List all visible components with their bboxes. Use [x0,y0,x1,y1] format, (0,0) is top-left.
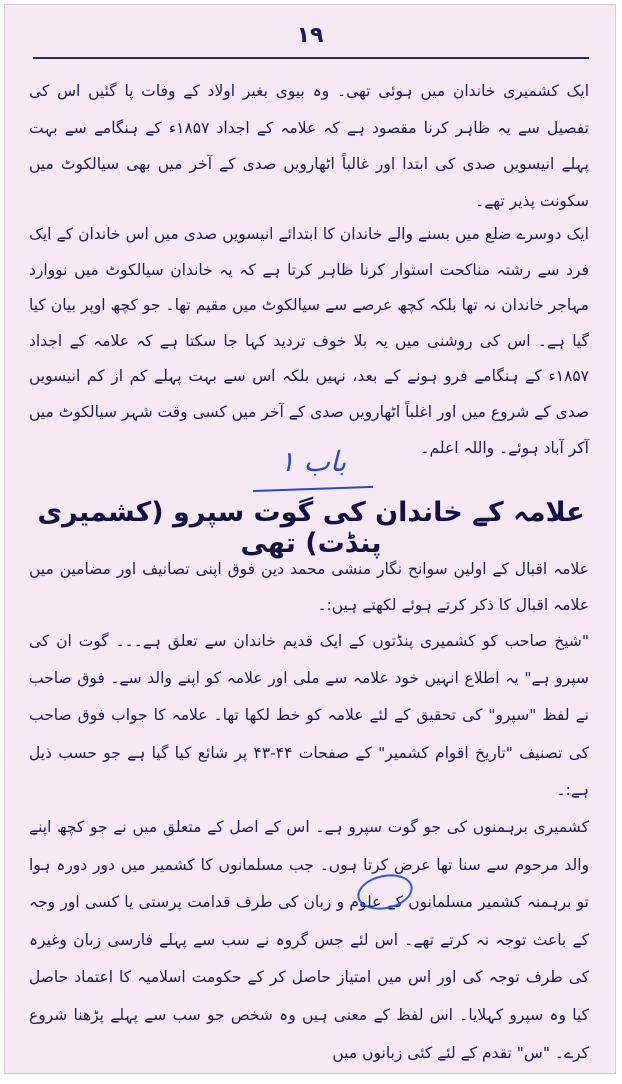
section-heading: علامہ کے خاندان کی گوت سپرو (کشمیری پنڈت) تھی [37,497,585,559]
scanned-book-page [4,4,616,1074]
paragraph-5-letter: کشمیری برہمنوں کی جو گوت سپرو ہے۔ اس کے اصل کے متعلق میں نے جو کچھ اپنے والد مرحوم سے سنا تھا عرض کرتا ہوں۔ جب مسلمانوں کا کشمیر میں دور دورہ ہوا تو برہمنہ کشمیر مسلمانوں کے علوم و زبان کی طرف قدامت پرستی یا کسی اور وجہ کے باعث توجہ نہ کرتے تھے۔ اس لئے جس گروہ نے سب سے پہلے فارسی زبان وغیرہ کی طرف توجہ کی اور اس میں امتیاز حاصل کر کے حکومت اسلامیہ کا اعتماد حاصل کیا وہ سپرو کہلایا۔ اس لفظ کے معنی ہیں وہ شخص جو سب سے پہلے پڑھنا شروع کرے۔ "س" تقدم کے لئے کئی زبانوں میں [29,818,589,1062]
paragraph-1: ایک کشمیری خاندان میں ہوئی تھی۔ وہ بیوی بغیر اولاد کے وفات پا گئیں اس کی تفصیل سے یہ ظاہر کرنا مقصود ہے کہ علامہ کے اجداد ۱۸۵۷ء کے ہنگامے سے بہت پہلے انیسویں صدی کی ابتدا اور غالباً اٹھارویں صدی کے آخر میں بھی سیالکوٹ میں سکونت پذیر تھے۔ [29,82,589,210]
paragraph-4-quote: "شیخ صاحب کو کشمیری پنڈتوں کے ایک قدیم خاندان سے تعلق ہے۔۔۔ گوت ان کی سپرو ہے" یہ اطلاع انہیں خود علامہ سے ملی اور علامہ کو اپنے والد سے۔ فوق صاحب نے لفظ "سپرو" کی تحقیق کے لئے علامہ کو خط لکھا تھا۔ علامہ کا جواب فوق صاحب کی تصنیف "تاریخ اقوام کشمیر" کے صفحات ۴۴-۴۳ پر شائع کیا گیا ہے جو حسب ذیل ہے:۔ [29,632,589,799]
header-rule [33,57,589,59]
paragraph-3: علامہ اقبال کے اولین سوانح نگار منشی محمد دین فوق اپنی تصانیف اور مضامین میں علامہ اقبال کا ذکر کرتے ہوئے لکھتے ہیں:۔ [29,560,589,614]
page-number: ۱۹ [296,23,324,48]
handwritten-underline [253,486,373,492]
handwritten-chapter-label: باب ۱ [279,445,347,478]
paragraph-2: ایک دوسرے ضلع میں بسنے والے خاندان کا ابتدائے انیسویں صدی میں اس خاندان کے ایک فرد سے رشتہ مناکحت استوار کرنا ظاہر کرتا ہے کہ یہ خاندان سیالکوٹ میں نووارد مہاجر خاندان نہ تھا بلکہ کچھ عرصے سے سیالکوٹ میں مقیم تھا۔ جو کچھ اوپر بیان کیا گیا ہے۔ اس کی روشنی میں یہ بلا خوف تردید کہا جا سکتا ہے کہ علامہ کے اجداد ۱۸۵۷ء کے ہنگامے فرو ہونے کے بعد، نہیں بلکہ اس سے بہت پہلے کم از کم انیسویں صدی کے شروع میں اور اغلباً اٹھارویں صدی کے آخر میں کسی وقت شہر سیالکوٹ میں آکر آباد ہوئے۔ واللہ اعلم۔ [29,225,589,457]
